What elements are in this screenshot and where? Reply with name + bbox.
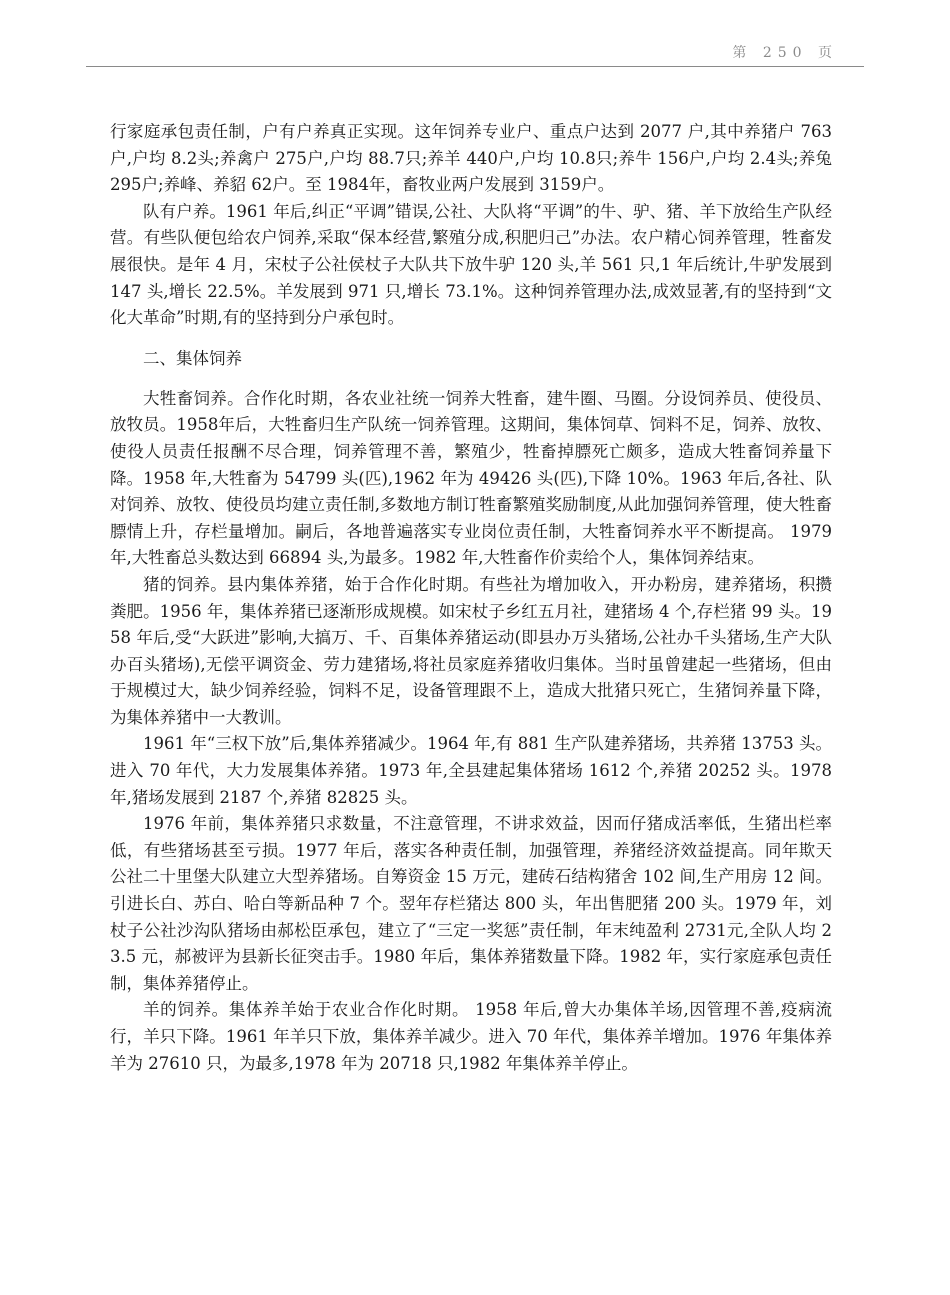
paragraph-team-household-raising: 队有户养。1961 年后,纠正“平调”错误,公社、大队将“平调”的牛、驴、猪、羊下放给生产队经营。有些队便包给农户饲养,采取“保本经营,繁殖分成,积肥归己”办法。农户精心饲养管理，牲畜发展很快。是年 4 月，宋杖子公社侯杖子大队共下放牛驴 120 头,羊 561 只,1 年后统计,牛驴发展到 147 头,增长 22.5%。羊发展到 971 只,增长 73.1%。这种饲养管理办法,成效显著,有的坚持到“文化大革命”时期,有的坚持到分户承包时。 [110, 201, 832, 328]
paragraph-large-livestock: 大牲畜饲养。合作化时期，各农业社统一饲养大牲畜，建牛圈、马圈。分设饲养员、使役员、放牧员。1958年后，大牲畜归生产队统一饲养管理。这期间，集体饲草、饲料不足，饲养、放牧、使役人员责任报酬不尽合理，饲养管理不善，繁殖少，牲畜掉膘死亡颇多，造成大牲畜饲养量下降。1958 年,大牲畜为 54799 头(匹),1962 年为 49426 头(匹),下降 10%。1963 年后,各社、队对饲养、放牧、使役员均建立责任制,多数地方制订牲畜繁殖奖励制度,从此加强饲养管理，使大牲畜膘情上升，存栏量增加。嗣后，各地普遍落实专业岗位责任制，大牲畜饲养水平不断提高。 1979 年,大牲畜总头数达到 66894 头,为最多。1982 年,大牲畜作价卖给个人，集体饲养结束。 [110, 388, 832, 568]
section-heading: 二、集体饲养 [143, 348, 242, 368]
page-header [86, 38, 864, 67]
paragraph-pig-raising-1976: 1976 年前，集体养猪只求数量，不注意管理，不讲求效益，因而仔猪成活率低，生猪出栏率低，有些猪场甚至亏损。1977 年后，落实各种责任制，加强管理，养猪经济效益提高。同年欺天公社二十里堡大队建立大型养猪场。自筹资金 15 万元，建砖石结构猪舍 102 间,生产用房 12 间。引进长白、苏白、哈白等新品种 7 个。翌年存栏猪达 800 头，年出售肥猪 200 头。1979 年，刘杖子公社沙沟队猪场由郝松臣承包，建立了“三定一奖惩”责任制，年末纯盈利 2731元,全队人均 23.5 元，郝被评为县新长征突击手。1980 年后，集体养猪数量下降。1982 年，实行家庭承包责任制，集体养猪停止。 [110, 814, 832, 993]
spacer [110, 332, 832, 346]
paragraph-household-contract: 行家庭承包责任制，户有户养真正实现。这年饲养专业户、重点户达到 2077 户,其中养猪户 763户,户均 8.2头;养禽户 275户,户均 88.7只;养羊 440户,户均 10.8只;养牛 156户,户均 2.4头;养兔 295户;养峰、养貂 62户。至 1984年，畜牧业两户发展到 3159户。 [110, 122, 832, 195]
paragraph-sheep-raising: 羊的饲养。集体养羊始于农业合作化时期。 1958 年后,曾大办集体羊场,因管理不善,疫病流行，羊只下降。1961 年羊只下放，集体养羊减少。进入 70 年代，集体养羊增加。1976 年集体养羊为 27610 只，为最多,1978 年为 20718 只,1982 年集体养羊停止。 [110, 1000, 832, 1073]
document-body [110, 119, 832, 1077]
paragraph-pig-raising-1961: 1961 年“三权下放”后,集体养猪减少。1964 年,有 881 生产队建养猪场，共养猪 13753 头。进入 70 年代，大力发展集体养猪。1973 年,全县建起集体猪场 1612 个,养猪 20252 头。1978 年,猪场发展到 2187 个,养猪 82825 头。 [110, 734, 832, 807]
page-number: 第 250 页 [732, 45, 838, 61]
paragraph-pig-raising: 猪的饲养。县内集体养猪，始于合作化时期。有些社为增加收入，开办粉房，建养猪场，积攒粪肥。1956 年，集体养猪已逐渐形成规模。如宋杖子乡红五月社，建猪场 4 个,存栏猪 99 头。1958 年后,受“大跃进”影响,大搞万、千、百集体养猪运动(即县办万头猪场,公社办千头猪场,生产大队办百头猪场),无偿平调资金、劳力建猪场,将社员家庭养猪收归集体。当时虽曾建起一些猪场，但由于规模过大，缺少饲养经验，饲料不足，设备管理跟不上，造成大批猪只死亡，生猪饲养量下降，为集体养猪中一大教训。 [110, 574, 832, 727]
